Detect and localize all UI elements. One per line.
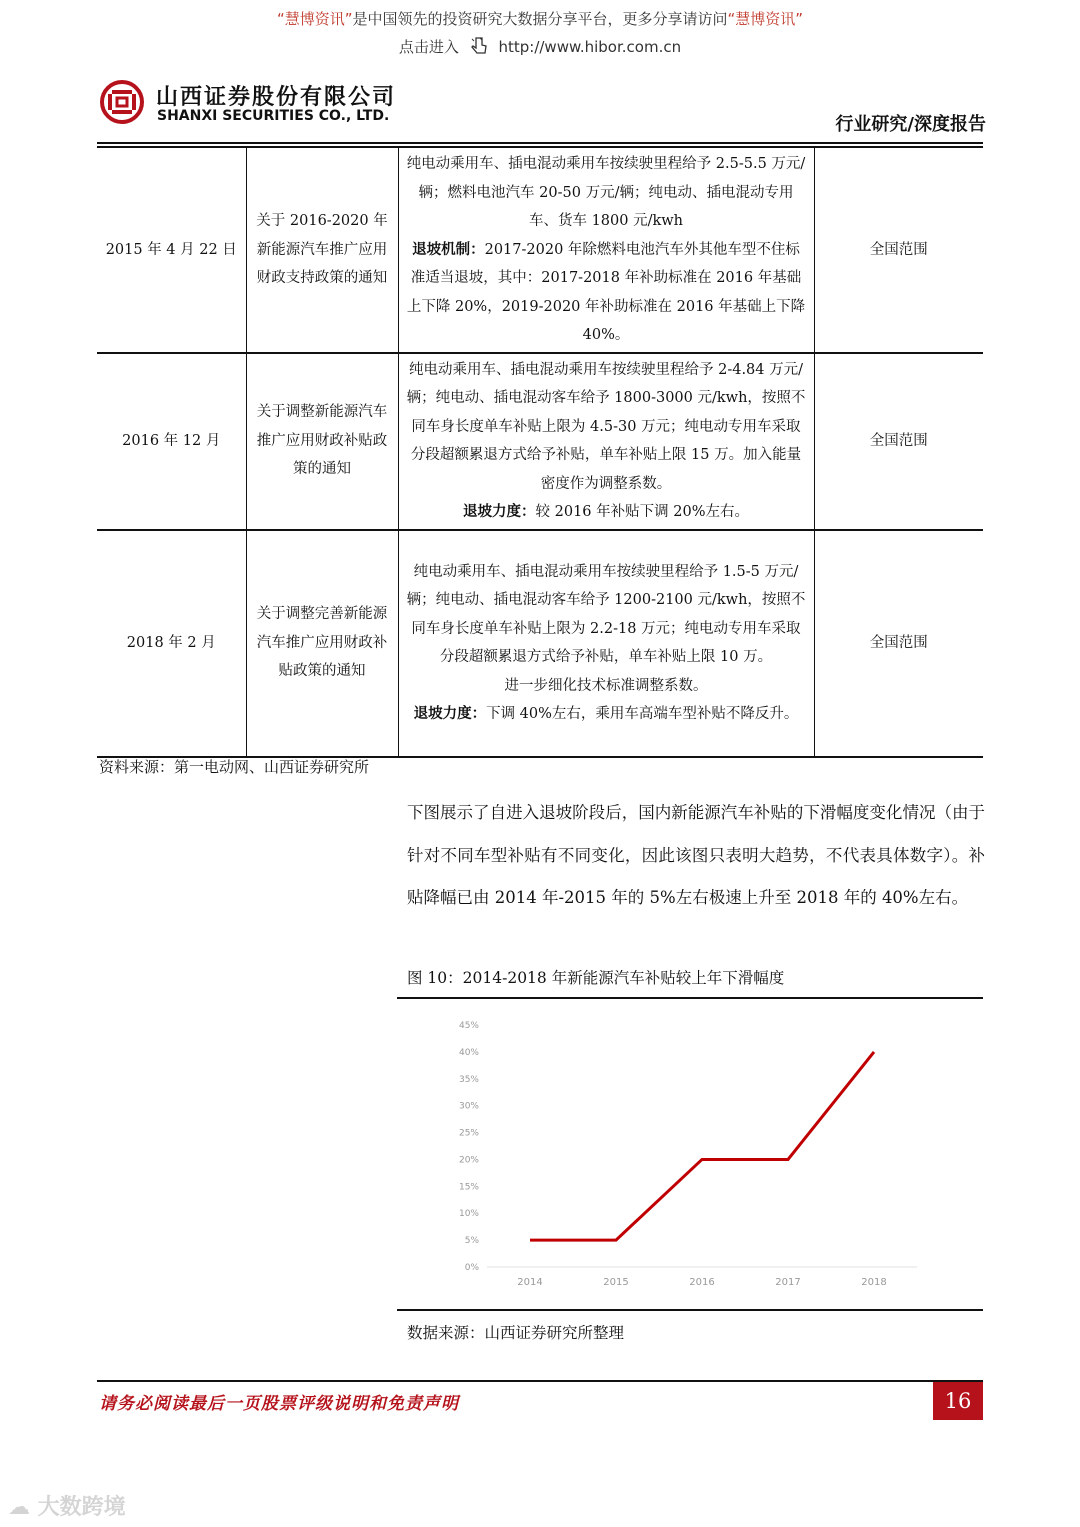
pointer-hand-icon [468, 36, 490, 56]
y-tick-label: 40% [458, 1047, 479, 1058]
row-scope: 全国范围 [814, 530, 983, 757]
row-date: 2015 年 4 月 22 日 [97, 147, 246, 353]
report-type: 行业研究/深度报告 [835, 114, 986, 135]
subsidy-decline-chart [397, 1003, 983, 1306]
x-tick-label: 2017 [775, 1277, 801, 1288]
x-tick-label: 2015 [603, 1277, 629, 1288]
table-row [97, 353, 983, 530]
desc-bold-label: 退坡力度： [413, 705, 487, 722]
y-tick-label: 25% [458, 1128, 479, 1139]
desc-bold-label: 退坡机制： [412, 240, 485, 258]
hibor-brand-1: “慧博资讯” [276, 10, 353, 28]
y-tick-label: 20% [458, 1155, 479, 1166]
shanxi-securities-logo-icon [100, 80, 144, 124]
table-row [97, 530, 983, 757]
hibor-brand-2: “慧博资讯” [727, 10, 804, 28]
hibor-url-link[interactable]: http://www.hibor.com.cn [498, 38, 682, 56]
x-tick-label: 2016 [689, 1277, 715, 1288]
row-scope: 全国范围 [814, 147, 983, 353]
header-divider [97, 142, 983, 144]
series-line [530, 1052, 874, 1240]
y-tick-label: 0% [464, 1263, 479, 1273]
figure-source: 数据来源：山西证券研究所整理 [407, 1324, 625, 1342]
enter-text: 点击进入 [398, 38, 459, 56]
desc-text: 纯电动乘用车、插电混动乘用车按续驶里程给予 1.5-5 万元/辆；纯电动、插电混动客车给予 1200-2100 元/kwh，按照不同车身长度单车补贴上限为 2.2-18 万元；纯电动专用车采取分段超额累退方式给予补贴，单车补贴上限 10 万。 [406, 563, 806, 665]
row-description [398, 530, 814, 757]
desc-text: 纯电动乘用车、插电混动乘用车按续驶里程给予 2-4.84 万元/辆；纯电动、插电混动客车给予 1800-3000 元/kwh，按照不同车身长度单车补贴上限为 4.5-30 万元；纯电动专用车采取分段超额累退方式给予补贴，单车补贴上限 15 万。加入能量密度作为调整系数。 [406, 361, 806, 492]
table-source: 资料来源：第一电动网、山西证券研究所 [99, 758, 370, 776]
policy-table [97, 146, 983, 758]
y-tick-label: 45% [458, 1021, 479, 1031]
figure-bottom-rule [397, 1309, 983, 1311]
desc-tail: 2017-2020 年除燃料电池汽车外其他车型不住标准适当退坡，其中：2017-2018 年补助标准在 2016 年基础上下降 20%，2019-2020 年补助标准在 2016 年基础上下降 40%。 [406, 241, 806, 343]
company-name-en: SHANXI SECURITIES CO., LTD. [157, 108, 390, 124]
row-date: 2018 年 2 月 [97, 530, 246, 757]
footer-divider [97, 1380, 983, 1382]
hibor-link-line[interactable] [0, 36, 1080, 57]
row-description [398, 353, 814, 530]
desc-bold-label: 退坡力度： [463, 503, 536, 520]
y-tick-label: 5% [464, 1236, 479, 1247]
y-tick-label: 15% [458, 1182, 479, 1193]
row-policy: 关于 2016-2020 年新能源汽车推广应用财政支持政策的通知 [246, 147, 398, 353]
company-name-cn: 山西证券股份有限公司 [156, 85, 397, 110]
body-paragraph: 下图展示了自进入退坡阶段后，国内新能源汽车补贴的下滑幅度变化情况（由于针对不同车型补贴有不同变化，因此该图只表明大趋势，不代表具体数字）。补贴降幅已由 2014 年-2015 年的 5%左右极速上升至 2018 年的 40%左右。 [407, 803, 985, 907]
y-tick-label: 30% [458, 1101, 479, 1112]
x-tick-label: 2014 [517, 1277, 543, 1288]
table-row [97, 147, 983, 353]
disclaimer: 请务必阅读最后一页股票评级说明和免责声明 [99, 1394, 459, 1414]
desc-tail: 较 2016 年补贴下调 20%左右。 [535, 504, 749, 520]
y-tick-label: 35% [458, 1074, 479, 1085]
row-date: 2016 年 12 月 [97, 353, 246, 530]
desc-tail: 下调 40%左右，乘用车高端车型补贴不降反升。 [486, 706, 799, 722]
figure-title: 图 10：2014-2018 年新能源汽车补贴较上年下滑幅度 [407, 969, 785, 987]
watermark-logo-icon: ☁ [8, 1495, 30, 1520]
page-number: 16 [933, 1382, 983, 1420]
row-description [398, 147, 814, 353]
hibor-banner-text: 是中国领先的投资研究大数据分享平台，更多分享请访问 [352, 10, 728, 28]
desc-text-2: 进一步细化技术标准调整系数。 [504, 677, 708, 694]
row-scope: 全国范围 [814, 353, 983, 530]
hibor-banner [0, 8, 1080, 29]
x-tick-label: 2018 [861, 1277, 887, 1288]
desc-text: 纯电动乘用车、插电混动乘用车按续驶里程给予 2.5-5.5 万元/辆；燃料电池汽车 20-50 万元/辆；纯电动、插电混动专用车、货车 1800 元/kwh [406, 156, 806, 229]
row-policy: 关于调整完善新能源汽车推广应用财政补贴政策的通知 [246, 530, 398, 757]
watermark-text: 大数跨境 [37, 1495, 126, 1520]
figure-top-rule [397, 997, 983, 999]
row-policy: 关于调整新能源汽车推广应用财政补贴政策的通知 [246, 353, 398, 530]
watermark [8, 1490, 126, 1521]
y-tick-label: 10% [458, 1209, 479, 1220]
